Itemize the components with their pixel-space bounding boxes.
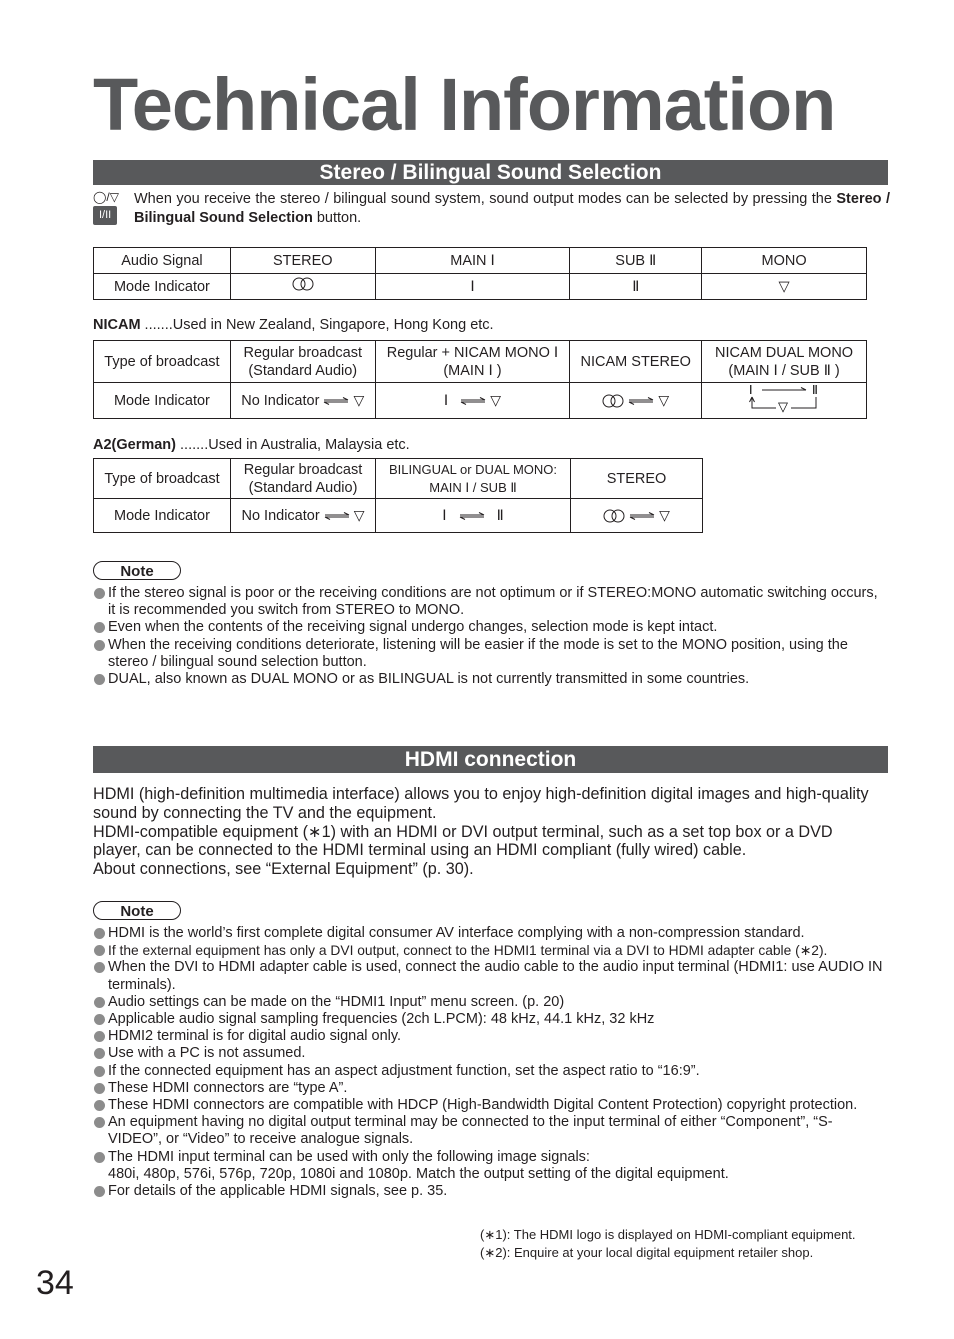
cell-stereo: STEREO: [571, 459, 703, 499]
cell-mode-indicator: Mode Indicator: [94, 274, 231, 300]
list-item: Even when the contents of the receiving signal undergo changes, selection mode is kept intact.: [93, 619, 883, 636]
hdmi-paragraph-3: About connections, see “External Equipment” (p. 30).: [93, 860, 474, 879]
toggle-arrow-icon: [629, 512, 655, 520]
main-mono-toggle-cell: Ⅰ ▽: [375, 383, 570, 419]
cell-stereo: STEREO: [230, 248, 375, 274]
dual-main-numeral: Ⅰ: [749, 383, 753, 397]
main-indicator: Ⅰ: [375, 274, 570, 300]
list-item: If the external equipment has only a DVI output, connect to the HDMI1 terminal via a DVI to HDMI adapter cable (∗2).: [93, 942, 883, 959]
cell-mode-indicator: Mode Indicator: [94, 499, 231, 533]
sub-indicator: Ⅱ: [570, 274, 702, 300]
list-item: DUAL, also known as DUAL MONO or as BILINGUAL is not currently transmitted in some countries.: [93, 671, 883, 688]
mono-indicator-icon: ▽: [702, 274, 867, 300]
dual-cycle-icon: [744, 383, 824, 413]
stereo-indicator-icon: [603, 509, 625, 523]
hdmi-paragraph-1: HDMI (high-definition multimedia interface) allows you to enjoy high-definition digital images and high-quality sound by connecting the TV and the equipment.: [93, 785, 869, 822]
stereo-indicator-icon: [230, 274, 375, 300]
audio-signal-table: [93, 247, 867, 300]
hdmi-intro: [93, 785, 883, 879]
toggle-arrow-icon: [323, 397, 349, 405]
a2-label: A2(German) .......Used in Australia, Malaysia etc.: [93, 437, 410, 453]
stereo-indicator-icon: [602, 394, 624, 408]
cell-nicam-dual: NICAM DUAL MONO (MAIN Ⅰ / SUB Ⅱ ): [702, 341, 867, 383]
list-item: Audio settings can be made on the “HDMI1 Input” menu screen. (p. 20): [93, 994, 883, 1011]
list-item: These HDMI connectors are “type A”.: [93, 1080, 883, 1097]
list-item: HDMI2 terminal is for digital audio signal only.: [93, 1028, 883, 1045]
page-title: Technical Information: [93, 63, 836, 146]
hdmi-notes-list: [93, 925, 883, 1200]
cell-main: MAIN Ⅰ: [375, 248, 570, 274]
page-number: 34: [36, 1264, 74, 1302]
cell-nicam-stereo: NICAM STEREO: [570, 341, 702, 383]
list-item: These HDMI connectors are compatible with HDCP (High-Bandwidth Digital Content Protection) copyright protection.: [93, 1097, 883, 1114]
list-item: When the receiving conditions deteriorate, listening will be easier if the mode is set to the MONO position, using the stereo / bilingual sound selection button.: [93, 637, 883, 671]
dual-mono-symbol: ▽: [778, 399, 789, 413]
list-item: If the stereo signal is poor or the receiving conditions are not optimum or if STEREO:MONO automatic switching occurs, it is recommended you switch from STEREO to MONO.: [93, 585, 883, 619]
sound-mode-icons: [93, 191, 129, 225]
cell-sub: SUB Ⅱ: [570, 248, 702, 274]
stereo-mono-toggle-cell: ▽: [571, 499, 703, 533]
main-sub-toggle-cell: Ⅰ Ⅱ: [376, 499, 571, 533]
footnotes: [480, 1226, 856, 1262]
list-item: For details of the applicable HDMI signals, see p. 35.: [93, 1183, 883, 1200]
footnote-1: (∗1): The HDMI logo is displayed on HDMI-compliant equipment.: [480, 1227, 856, 1242]
section-heading-stereo: Stereo / Bilingual Sound Selection: [93, 160, 888, 185]
list-item: The HDMI input terminal can be used with only the following image signals: 480i, 480p, 576i, 576p, 720p, 1080i and 1080p. Match the output setting of the digital equipment.: [93, 1149, 883, 1183]
list-item: HDMI is the world’s first complete digital consumer AV interface complying with a non-compression standard.: [93, 925, 883, 942]
list-item: An equipment having no digital output terminal may be connected to the input terminal of either “Component”, “S-VIDEO”, or “Video” to receive analogue signals.: [93, 1114, 883, 1148]
section-heading-hdmi: HDMI connection: [93, 746, 888, 773]
toggle-arrow-icon: [460, 397, 486, 405]
list-item: Applicable audio signal sampling frequencies (2ch L.PCM): 48 kHz, 44.1 kHz, 32 kHz: [93, 1011, 883, 1028]
cell-regular: Regular broadcast (Standard Audio): [231, 459, 376, 499]
nicam-label: NICAM .......Used in New Zealand, Singapore, Hong Kong etc.: [93, 317, 494, 333]
dual-sub-numeral: Ⅱ: [812, 383, 818, 397]
cell-type-of-broadcast: Type of broadcast: [94, 341, 231, 383]
cell-mode-indicator: Mode Indicator: [94, 383, 231, 419]
stereo-mono-icon: ◯/▽: [93, 190, 119, 204]
note-badge-2: Note: [93, 901, 181, 920]
hdmi-paragraph-2: HDMI-compatible equipment (∗1) with an HDMI or DVI output terminal, such as a set top box or a DVD player, can be connected to the HDMI terminal using an HDMI compliant (fully wired) cable.: [93, 822, 833, 860]
stereo-intro: [93, 190, 890, 228]
toggle-arrow-icon: [324, 512, 350, 520]
dual-cycle-cell: [702, 383, 867, 419]
cell-regular: Regular broadcast (Standard Audio): [230, 341, 375, 383]
cell-type-of-broadcast: Type of broadcast: [94, 459, 231, 499]
list-item: Use with a PC is not assumed.: [93, 1045, 883, 1062]
nicam-table: [93, 340, 867, 419]
no-indicator-cell: No Indicator ▽: [231, 499, 376, 533]
list-item: If the connected equipment has an aspect adjustment function, set the aspect ratio to “16:9”.: [93, 1063, 883, 1080]
toggle-arrow-icon: [459, 512, 485, 520]
intro-paragraph: When you receive the stereo / bilingual sound system, sound output modes can be selected by pressing the Stereo / Bilingual Sound Selection button.: [134, 191, 890, 226]
list-item: When the DVI to HDMI adapter cable is used, connect the audio cable to the audio input terminal (HDMI1: use AUDIO IN terminals).: [93, 959, 883, 993]
bilingual-badge-icon: I/II: [93, 206, 117, 225]
signals-line: 480i, 480p, 576i, 576p, 720p, 1080i and 1080p. Match the output setting of the digital equipment.: [108, 1165, 729, 1182]
cell-audio-signal: Audio Signal: [94, 248, 231, 274]
cell-bilingual: BILINGUAL or DUAL MONO: MAIN Ⅰ / SUB Ⅱ: [376, 459, 571, 499]
a2-table: [93, 458, 703, 533]
no-indicator-cell: No Indicator ▽: [230, 383, 375, 419]
cell-nicam-mono: Regular + NICAM MONO Ⅰ (MAIN Ⅰ ): [375, 341, 570, 383]
note-badge-1: Note: [93, 561, 181, 580]
footnote-2: (∗2): Enquire at your local digital equipment retailer shop.: [480, 1245, 814, 1260]
stereo-mono-toggle-cell: ▽: [570, 383, 702, 419]
cell-mono: MONO: [702, 248, 867, 274]
toggle-arrow-icon: [628, 397, 654, 405]
stereo-notes-list: [93, 585, 883, 688]
